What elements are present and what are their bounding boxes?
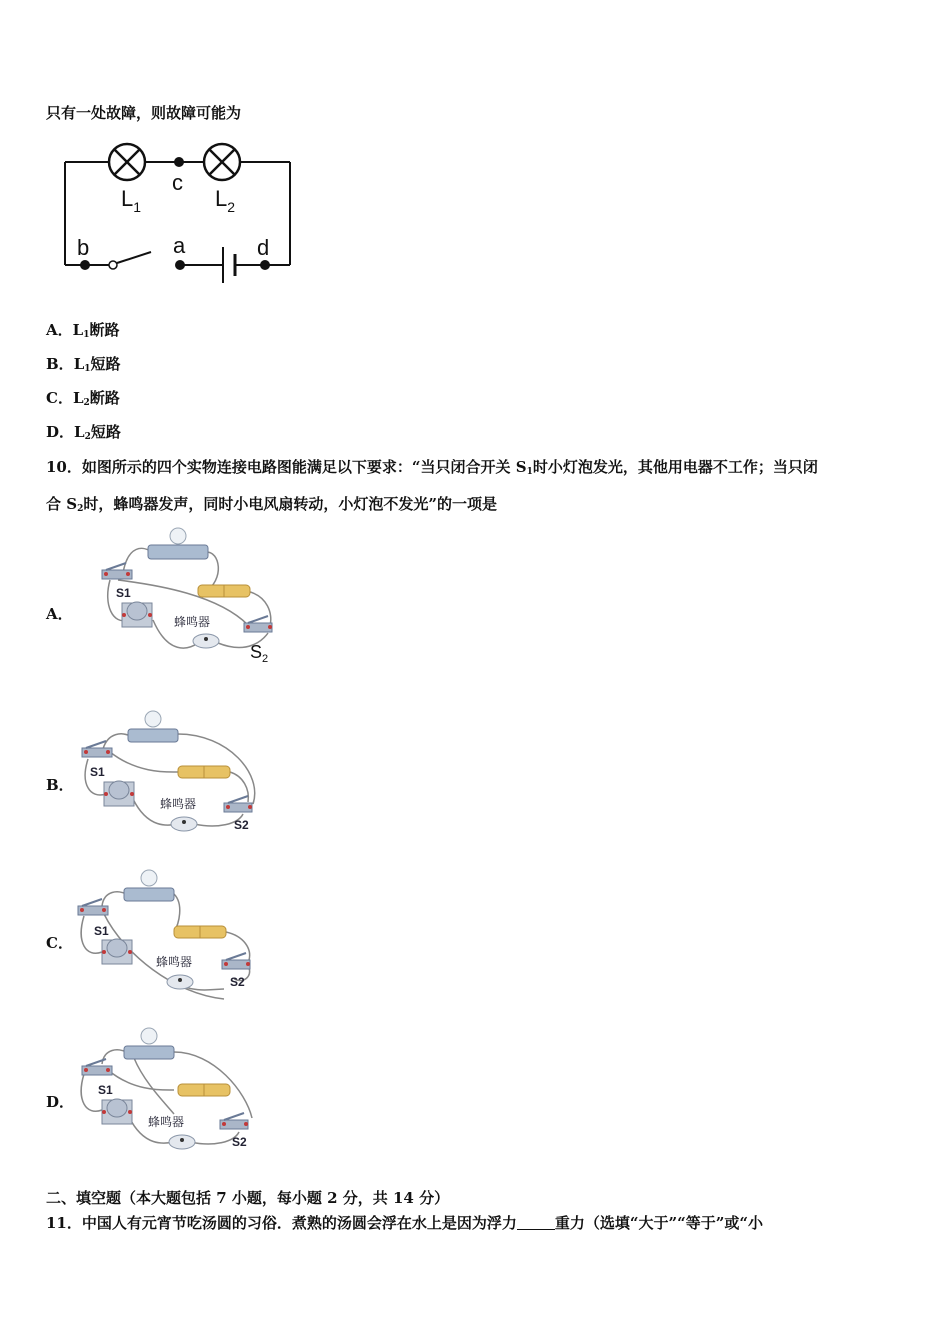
point-b-label: b: [77, 235, 90, 260]
q10-option-d-circuit[interactable]: [74, 1022, 264, 1162]
lamp-l2-icon: [204, 144, 240, 180]
switch-pivot: [109, 261, 117, 269]
bulb-icon: [124, 1028, 174, 1059]
buzzer-label: 蜂鸣器: [174, 615, 211, 629]
q10-option-c-circuit[interactable]: [74, 864, 264, 1004]
q10-option-d-letter[interactable]: D．: [46, 1093, 75, 1111]
switch-s1-label: S1: [116, 586, 131, 600]
buzzer-icon: [171, 817, 197, 831]
switch-s2-label: $S_2$: [250, 642, 269, 665]
q10-option-a-letter[interactable]: A．: [46, 605, 73, 623]
switch-s1-icon: [82, 741, 112, 757]
q10-stem-line2: 合 $S_2$时，蜂鸣器发声，同时小电风扇转动，小灯泡不发光”的一项是: [46, 495, 497, 514]
switch-s1-label: S1: [94, 924, 109, 938]
buzzer-icon: [193, 634, 219, 648]
switch-s1-icon: [102, 563, 132, 579]
point-c-label: c: [172, 170, 183, 195]
fan-icon: [122, 602, 152, 627]
q10-stem-line1: 10．如图所示的四个实物连接电路图能满足以下要求：“当只闭合开关 $S_1$时小灯泡发光，其他用电器不工作；当只闭: [46, 458, 818, 477]
q9-circuit-diagram: [55, 138, 305, 293]
switch-s2-icon: [220, 1113, 248, 1129]
battery-icon: [198, 585, 250, 597]
switch-s1-icon: [82, 1059, 112, 1075]
q10-option-a-circuit[interactable]: [98, 525, 288, 665]
q10-option-b-circuit[interactable]: [78, 704, 268, 844]
q10-option-b-letter[interactable]: B．: [46, 776, 74, 794]
bulb-icon: [128, 711, 178, 742]
section2-heading: 二、填空题（本大题包括 7 小题，每小题 2 分，共 14 分）: [46, 1189, 450, 1207]
switch-s2-icon: [244, 616, 272, 632]
point-a-label: a: [173, 233, 186, 258]
q9-stem-tail: 只有一处故障，则故障可能为: [46, 104, 242, 122]
lamp-l1-icon: [109, 144, 145, 180]
fan-icon: [102, 939, 132, 964]
q10-option-c-letter[interactable]: C．: [46, 934, 73, 952]
fan-icon: [104, 781, 134, 806]
lamp1-label: $L_1$: [121, 186, 142, 215]
bulb-icon: [124, 870, 174, 901]
lamp2-label: $L_2$: [215, 186, 236, 215]
buzzer-label: 蜂鸣器: [160, 797, 197, 811]
battery-icon: [223, 247, 235, 283]
buzzer-label: 蜂鸣器: [156, 955, 193, 969]
battery-icon: [178, 766, 230, 778]
q9-option-c[interactable]: C．$L_2$断路: [46, 389, 120, 408]
q9-option-b[interactable]: B．$L_1$短路: [46, 355, 121, 374]
buzzer-icon: [169, 1135, 195, 1149]
q9-option-d[interactable]: D．$L_2$短路: [46, 423, 121, 442]
bulb-icon: [148, 528, 208, 559]
battery-icon: [178, 1084, 230, 1096]
q11-answer-blank[interactable]: [517, 1215, 555, 1230]
switch-s1-label: S1: [90, 765, 105, 779]
battery-icon: [174, 926, 226, 938]
switch-s2-label: S2: [232, 1135, 247, 1149]
switch-s2-label: S2: [230, 975, 245, 989]
switch-s1-label: S1: [98, 1083, 113, 1097]
q9-option-a[interactable]: A．$L_1$断路: [46, 321, 120, 340]
point-d-label: d: [257, 235, 270, 260]
buzzer-icon: [167, 975, 193, 989]
switch-s2-label: S2: [234, 818, 249, 832]
buzzer-label: 蜂鸣器: [148, 1115, 185, 1129]
q11-stem: 11．中国人有元宵节吃汤圆的习俗．煮熟的汤圆会浮在水上是因为浮力 重力（选填“大于”“等于”或“小: [46, 1214, 764, 1232]
switch-s2-icon: [222, 953, 250, 969]
fan-icon: [102, 1099, 132, 1124]
